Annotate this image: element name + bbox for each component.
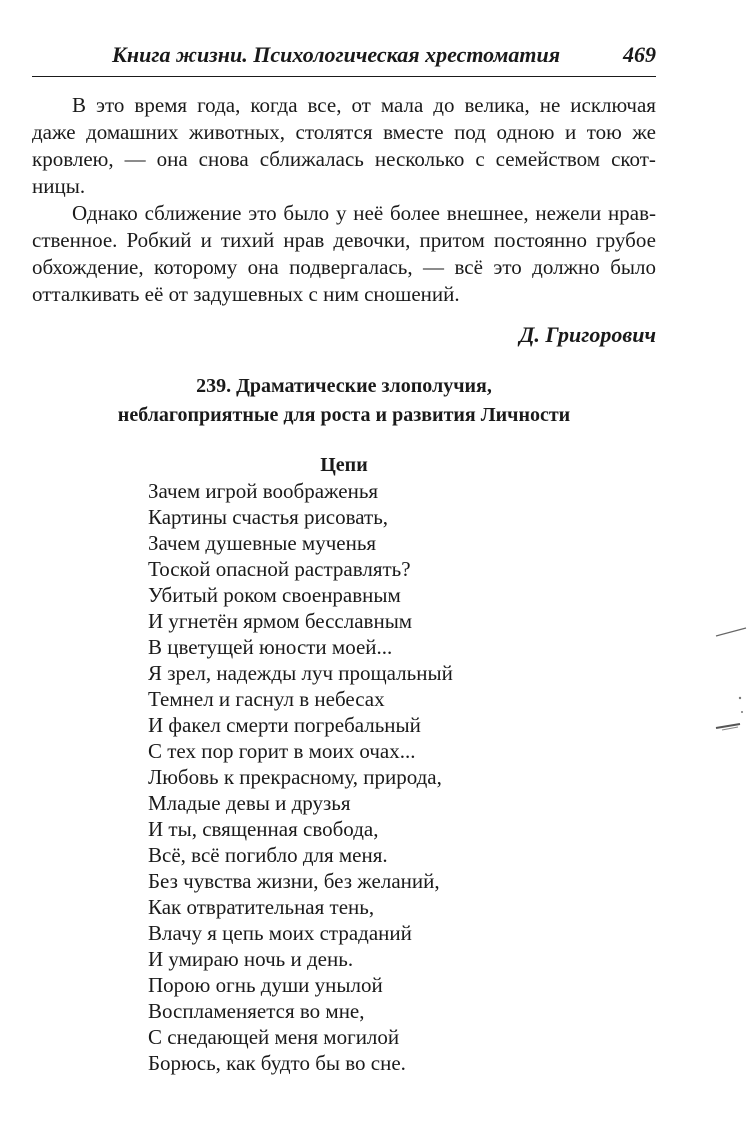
scan-mark-icon	[712, 620, 752, 740]
poem-line: Любовь к прекрасному, природа,	[148, 765, 442, 789]
poem-line: Без чувства жизни, без желаний,	[148, 869, 440, 893]
poem-line: Темнел и гаснул в небесах	[148, 687, 385, 711]
poem-line: С снедающей меня могилой	[148, 1025, 400, 1049]
poem-line: И угнетён ярмом бесславным	[148, 609, 413, 633]
prose-line: отталкивать её от задушевных с ним сношений.	[32, 282, 460, 306]
poem-line: Картины счастья рисовать,	[148, 505, 389, 529]
section-heading	[32, 372, 656, 430]
prose-line: даже домашних животных, столятся вместе под одною и тою же	[32, 120, 656, 144]
poem-line: Я зрел, надежды луч прощальный	[148, 661, 453, 685]
poem-line: Как отвратительная тень,	[148, 895, 375, 919]
prose-line: ственное. Робкий и тихий нрав девочки, притом постоянно грубое	[32, 228, 656, 252]
running-header	[32, 38, 656, 77]
poem-line: Тоской опасной растравлять?	[148, 557, 411, 581]
poem-line: И умираю ночь и день.	[148, 947, 354, 971]
poem-line: Зачем игрой воображенья	[148, 479, 379, 503]
prose-line: В это время года, когда все, от мала до велика, не исключая	[72, 93, 656, 117]
section-heading-line-1: 239. Драматические злополучия,	[196, 375, 492, 397]
poem-line: С тех пор горит в моих очах...	[148, 739, 416, 763]
prose-line: кровлею, — она снова сближалась несколько с семейством скот-	[32, 147, 656, 171]
running-title: Книга жизни. Психологическая хрестоматия	[112, 42, 561, 67]
author-signature: Д. Григорович	[519, 322, 656, 347]
prose-line: обхождение, которому она подвергалась, — всё это должно было	[32, 255, 656, 279]
poem-title: Цепи	[320, 454, 368, 476]
prose-line: Однако сближение это было у неё более внешнее, нежели нрав-	[72, 201, 656, 225]
poem-body	[148, 478, 453, 1076]
poem-line: Борюсь, как будто бы во сне.	[148, 1051, 406, 1075]
poem-line: Воспламеняется во мне,	[148, 999, 365, 1023]
poem-line: И факел смерти погребальный	[148, 713, 421, 737]
poem-line: В цветущей юности моей...	[148, 635, 393, 659]
poem-line: Младые девы и друзья	[148, 791, 351, 815]
poem-line: Всё, всё погибло для меня.	[148, 843, 388, 867]
page-number: 469	[623, 42, 656, 67]
poem-line: Влачу я цепь моих страданий	[148, 921, 412, 945]
poem-line: Зачем душевные мученья	[148, 531, 377, 555]
poem-line: Убитый роком своенравным	[148, 583, 401, 607]
poem-line: И ты, священная свобода,	[148, 817, 379, 841]
section-heading-line-2: неблагоприятные для роста и развития Личности	[117, 404, 571, 426]
poem-line: Порою огнь души унылой	[148, 973, 383, 997]
prose-line: ницы.	[32, 174, 86, 198]
